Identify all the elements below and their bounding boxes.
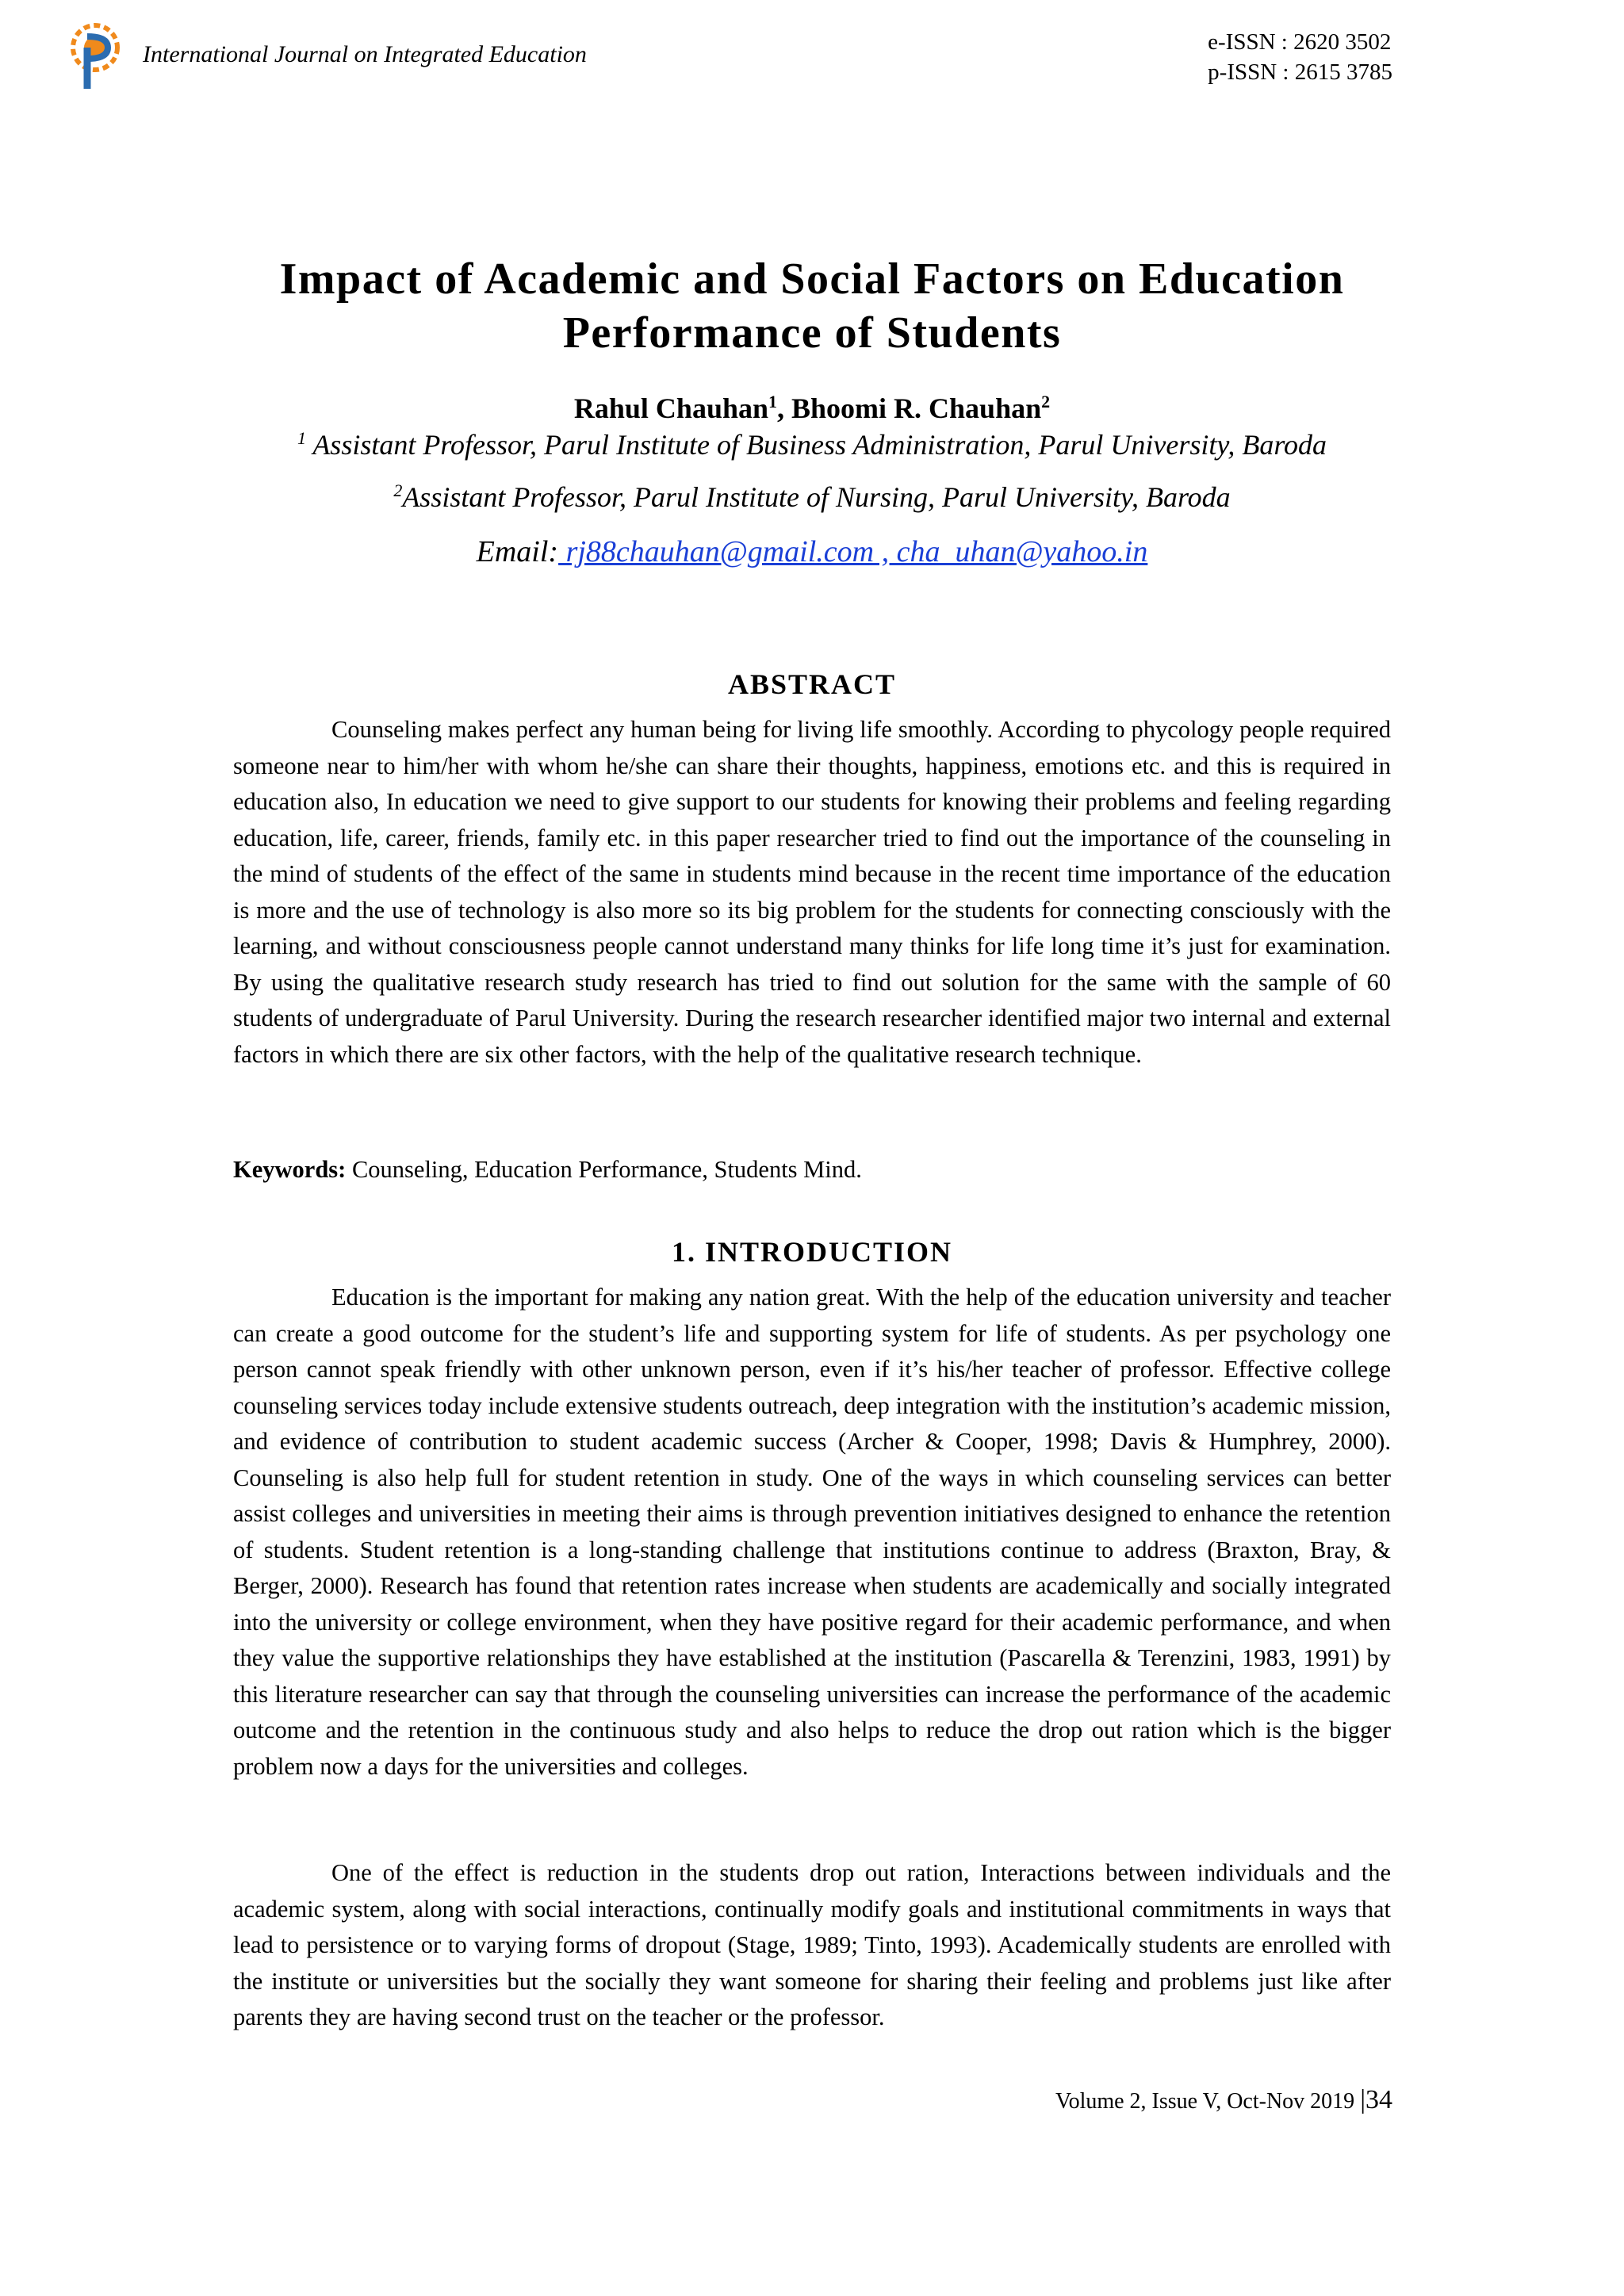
introduction-paragraph-2: One of the effect is reduction in the students drop out ration, Interactions between individuals and the academic system, along with social interactions, continually modify goals and institutional commitments in ways that lead to persistence or to varying forms of dropout (Stage, 1989; Tinto, 1993). Academically students are enrolled with the institute or universities but the socially they want someone for sharing their feeling and problems just like after parents they are having second trust on the teacher or the professor. xyxy=(233,1859,1391,2030)
affiliation-2 xyxy=(111,480,1513,514)
abstract-heading: ABSTRACT xyxy=(727,668,897,700)
journal-name: International Journal on Integrated Education xyxy=(143,41,587,67)
email-label: Email: xyxy=(476,535,559,568)
keywords-text: Counseling, Education Performance, Students Mind. xyxy=(346,1156,862,1183)
author-name: Bhoomi R. Chauhan xyxy=(791,392,1042,424)
introduction-heading: 1. INTRODUCTION xyxy=(671,1236,953,1268)
journal-logo-icon xyxy=(67,21,124,92)
eissn: e-ISSN : 2620 3502 xyxy=(1208,29,1392,55)
page-number: 34 xyxy=(1365,2085,1392,2114)
introduction-paragraph-1: Education is the important for making any nation great. With the help of the education university and teacher can create a good outcome for the student’s life and supporting system for life of students. As per psychology one person cannot speak friendly with other unknown person, even if it’s his/her teacher of professor. Effective college counseling services today include extensive students outreach, deep integration with the institution’s academic mission, and evidence of contribution to student academic success (Archer & Cooper, 1998; Davis & Humphrey, 2000). Counseling is also help full for student retention in study. One of the ways in which counseling services can better assist colleges and universities in meeting their aims is through prevention initiatives designed to enhance the retention of students. Student retention is a long-standing challenge that institutions continue to address (Braxton, Bray, & Berger, 2000). Research has found that retention rates increase when students are academically and socially integrated into the university or college environment, when they have positive regard for their academic performance, and when they value the supportive relationships they have established at the institution (Pascarella & Terenzini, 1983, 1991) by this literature researcher can say that through the counseling universities can increase the performance of the academic outcome and the retention in the continuous study and also helps to reduce the drop out ration which is the bigger problem now a days for the universities and colleges. xyxy=(233,1284,1391,1780)
email-links[interactable]: rj88chauhan@gmail.com , cha_uhan@yahoo.in xyxy=(558,535,1148,568)
title-line-1: Impact of Academic and Social Factors on Education xyxy=(279,254,1345,304)
pissn: p-ISSN : 2615 3785 xyxy=(1208,59,1392,85)
author-name: Rahul Chauhan xyxy=(573,392,769,424)
author-superscript: 1 xyxy=(768,392,778,411)
keywords-line xyxy=(233,1156,1391,1184)
title-line-2: Performance of Students xyxy=(562,308,1062,358)
abstract-text: Counseling makes perfect any human being for living life smoothly. According to phycology people required someone near to him/her with whom he/she can share their thoughts, happiness, emotions etc. and this is required in education also, In education we need to give support to our students for knowing their problems and feeling regarding education, life, career, friends, family etc. in this paper researcher tried to find out the importance of the counseling in the mind of students of the effect of the same in students mind because in the recent time importance of the education is more and the use of technology is also more so its big problem for the students for connecting consciously with the learning, and without consciousness people cannot understand many thinks for life long time it’s just for examination. By using the qualitative research study research has tried to find out solution for the same with the sample of 60 students of undergraduate of Parul University. During the research researcher identified major two internal and external factors in which there are six other factors, with the help of the qualitative research technique. xyxy=(233,716,1391,1068)
keywords-label: Keywords: xyxy=(233,1156,347,1183)
email-line xyxy=(111,534,1513,569)
author-list xyxy=(159,392,1465,425)
affiliation-superscript: 2 xyxy=(393,480,403,500)
affiliation-1 xyxy=(111,428,1513,461)
paper-title xyxy=(159,252,1465,360)
author-separator: , xyxy=(777,392,792,424)
volume-info: Volume 2, Issue V, Oct-Nov 2019 xyxy=(1055,2089,1361,2114)
affiliation-superscript: 1 xyxy=(297,428,306,448)
author-superscript: 2 xyxy=(1041,392,1051,411)
affiliation-text: Assistant Professor, Parul Institute of Nursing, Parul University, Baroda xyxy=(402,481,1231,513)
affiliation-text: Assistant Professor, Parul Institute of Business Administration, Parul University, Baroda xyxy=(305,429,1327,461)
issn-block xyxy=(1208,27,1392,87)
page-footer xyxy=(1055,2085,1392,2115)
footer-separator: | xyxy=(1360,2085,1365,2114)
